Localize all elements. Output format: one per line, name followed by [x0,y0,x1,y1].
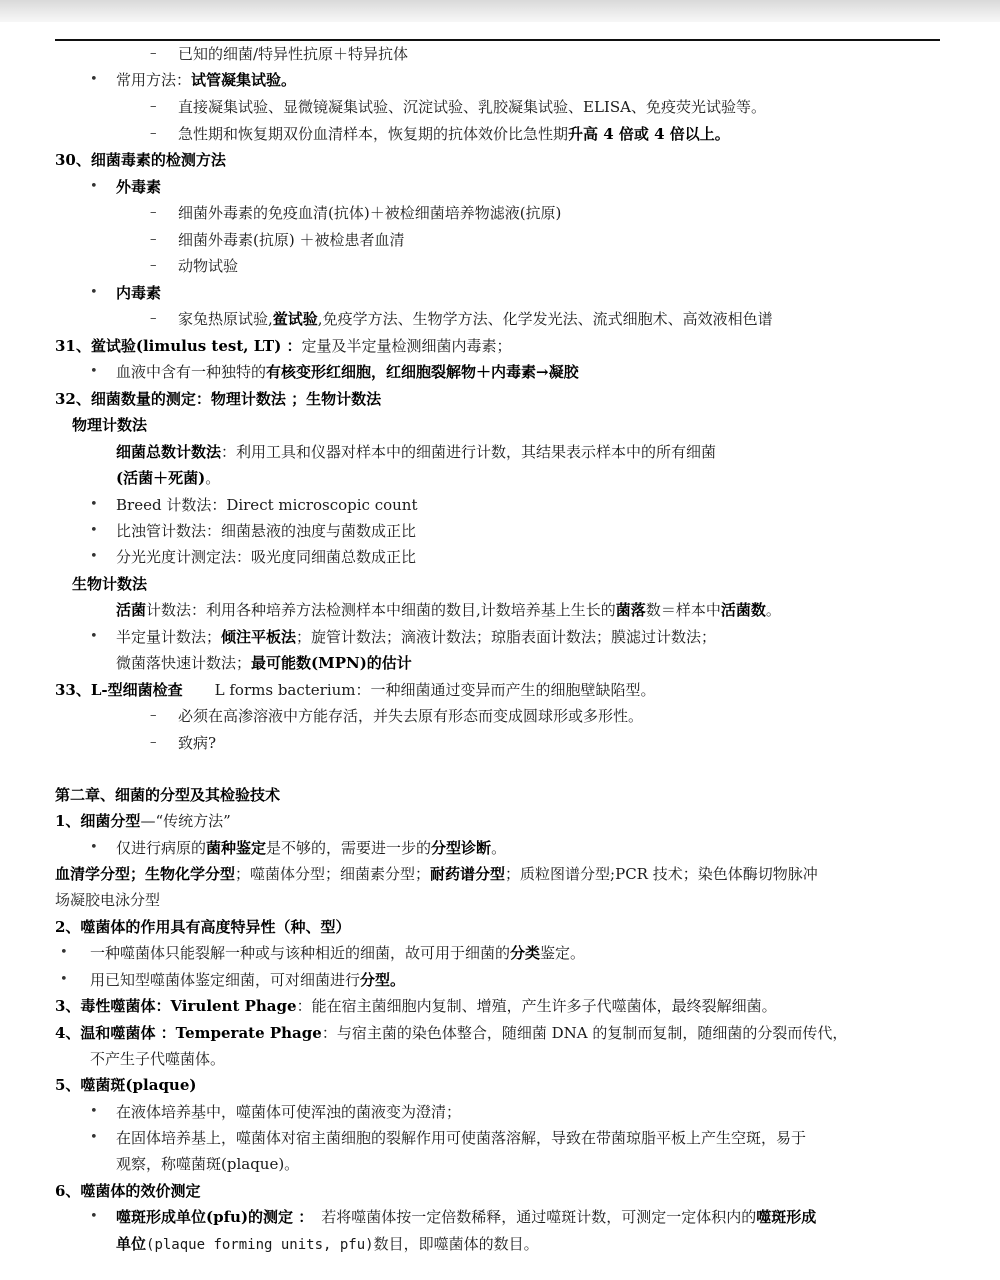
paragraph [0,441,1000,463]
text-run [55,863,818,885]
text-run: 鉴定。 [540,944,586,962]
section-heading [0,149,1000,171]
text-run: 已知的细菌/特异性抗原＋特异抗体 [178,45,409,63]
header-rule [55,39,940,41]
text-run: 倾注平板法 [221,628,297,646]
section-heading [0,1180,1000,1202]
text-run: 动物试验 [178,257,239,275]
text-run: ：能在宿主菌细胞内复制、增殖，产生许多子代噬菌体，最终裂解细菌。 [296,997,777,1015]
text-run: 必须在高渗溶液中方能存活，并失去原有形态而变成圆球形或多形性。 [178,707,644,725]
paragraph [0,1153,1000,1175]
text-run: 分光光度计测定法：吸光度同细菌总数成正比 [116,548,417,566]
bullet-icon: • [60,972,68,987]
paragraph [0,1048,1000,1070]
bullet-icon: • [90,1104,98,1119]
text-run: 分型诊断 [431,839,492,857]
text-run: 33、L-型细菌检查 [55,681,183,699]
list-item [0,1101,1000,1123]
text-run: 3、毒性噬菌体：Virulent Phage [55,997,297,1015]
list-item [0,123,1000,145]
dash-icon: – [150,126,157,141]
text-run [116,599,781,621]
top-edge-strip [0,0,1000,22]
bullet-icon: • [90,1130,98,1145]
text-run [116,652,412,674]
text-run: 菌种鉴定 [206,839,267,857]
text-run: 血液中含有一种独特的 [116,363,267,381]
text-run [116,361,579,383]
text-run: 不产生子代噬菌体。 [90,1050,226,1068]
text-run: L forms bacterium [214,681,356,699]
text-run: 分型。 [360,971,406,989]
text-run [55,810,231,832]
text-run: 外毒素 [116,178,162,196]
list-item [0,1206,1000,1228]
list-item [0,494,1000,516]
text-run: 4、温和噬菌体 ：Temperate Phage [55,1024,322,1042]
bullet-icon: • [90,629,98,644]
text-run: 数目，即噬菌体的数目。 [373,1235,539,1253]
text-run: 仅进行病原的 [116,839,207,857]
text-run [178,123,730,145]
list-item [0,229,1000,251]
subheading [0,414,1000,436]
dash-icon: – [150,311,157,326]
text-run: 活菌数 [720,601,766,619]
paragraph [0,863,1000,885]
text-run: 噬斑形成单位(pfu)的测定 ： [116,1208,314,1226]
text-run: 噬斑形成 [756,1208,817,1226]
bullet-icon: • [90,285,98,300]
section-heading [0,335,1000,357]
text-run: 菌落 [615,601,646,619]
list-item [0,176,1000,198]
bullet-icon: • [90,72,98,87]
text-run: 6、噬菌体的效价测定 [55,1182,201,1200]
list-item [0,308,1000,330]
text-run: 计数法：利用各种培养方法检测样本中细菌的数目,计数培养基上生长的 [146,601,616,619]
text-run: 1、细菌分型 [55,812,141,830]
bullet-icon: • [90,497,98,512]
text-run: 2、噬菌体的作用具有高度特异性（种、型） [55,918,351,936]
bullet-icon: • [90,364,98,379]
text-run: 半定量计数法； [116,628,222,646]
text-run: 活菌 [116,601,147,619]
text-run: 用已知型噬菌体鉴定细菌，可对细菌进行 [90,971,361,989]
section-heading [0,388,1000,410]
text-run: ,免疫学方法、生物学方法、化学发光法、流式细胞术、高效液相色谱 [317,310,773,328]
text-run: Breed 计数法：Direct microscopic count [116,496,418,514]
subheading [0,573,1000,595]
text-run: 。 [491,839,507,857]
text-run: (plaque forming units, pfu) [146,1237,374,1253]
list-item [0,969,1000,991]
text-run: 家兔热原试验, [178,310,273,328]
text-run: 致病? [178,734,217,752]
text-run [116,1206,816,1228]
text-run: 内毒素 [116,284,162,302]
text-run: 。 [205,469,221,487]
text-run: 是不够的，需要进一步的 [266,839,432,857]
bullet-icon: • [90,840,98,855]
text-run: 30、细菌毒素的检测方法 [55,151,226,169]
text-run: 细菌外毒素(抗原) ＋被检患者血清 [178,231,405,249]
text-run [178,308,773,330]
section-heading [0,810,1000,832]
list-item [0,520,1000,542]
dash-icon: – [150,708,157,723]
text-run: (活菌＋死菌) [116,469,206,487]
list-item [0,1127,1000,1149]
text-run: 一种噬菌体只能裂解一种或与该种相近的细菌，故可用于细菌的 [90,944,511,962]
dash-icon: – [150,46,157,61]
text-run: ：一种细菌通过变异而产生的细胞壁缺陷型。 [355,681,656,699]
text-run: ：与宿主菌的染色体整合，随细菌 DNA 的复制而复制，随细菌的分裂而传代， [321,1024,848,1042]
list-item [0,546,1000,568]
list-item [0,202,1000,224]
dash-icon: – [150,258,157,273]
text-run: 。 [765,601,781,619]
text-run [55,1022,847,1044]
text-run: 比浊管计数法：细菌悬液的浊度与菌数成正比 [116,522,417,540]
text-run: 试管凝集试验。 [191,71,297,89]
text-run: 升高 4 倍或 4 倍以上。 [568,125,730,143]
list-item [0,626,1000,648]
text-run: 鲎试验 [272,310,318,328]
list-item [0,69,1000,91]
section-heading [0,1022,1000,1044]
paragraph [0,467,1000,489]
text-run: 耐药谱分型 [430,865,506,883]
text-run: ；质粒图谱分型;PCR 技术；染色体酶切物脉冲 [505,865,818,883]
text-run [116,69,296,91]
text-run: 观察，称噬菌斑(plaque)。 [116,1155,300,1173]
text-run: 血清学分型；生物化学分型 [55,865,236,883]
list-item [0,942,1000,964]
dash-icon: – [150,205,157,220]
list-item [0,361,1000,383]
text-run: 生物计数法 [72,575,148,593]
paragraph [0,652,1000,674]
dash-icon: – [150,735,157,750]
dash-icon: – [150,232,157,247]
text-run: 物理计数法 [72,416,148,434]
text-run: 急性期和恢复期双份血清样本，恢复期的抗体效价比急性期 [178,125,569,143]
text-run [116,467,220,489]
text-run: —“传统方法” [140,812,231,830]
list-item [0,732,1000,754]
text-run: 细菌外毒素的免疫血清(抗体)＋被检细菌培养物滤液(抗原) [178,204,562,222]
section-heading [0,995,1000,1017]
paragraph [0,889,1000,911]
list-item [0,43,1000,65]
bullet-icon: • [90,549,98,564]
section-heading [0,679,1000,701]
list-item [0,282,1000,304]
bullet-icon: • [90,523,98,538]
text-run: 数＝样本中 [645,601,721,619]
text-run: 直接凝集试验、显微镜凝集试验、沉淀试验、乳胶凝集试验、ELISA、免疫荧光试验等。 [178,98,766,116]
list-item [0,705,1000,727]
text-run: 常用方法： [116,71,192,89]
text-run [116,441,716,463]
chapter-title [0,784,1000,806]
text-run: 微菌落快速计数法； [116,654,252,672]
text-run [116,626,716,648]
text-run [116,1233,539,1255]
text-run: 有核变形红细胞，红细胞裂解物＋内毒素→凝胶 [266,363,579,381]
text-run: 细菌总数计数法 [116,443,222,461]
list-item [0,255,1000,277]
dash-icon: – [150,99,157,114]
paragraph [0,1233,1000,1255]
paragraph [0,599,1000,621]
text-run [116,837,506,859]
text-run: 31、鲎试验(limulus test, LT) ： [55,337,302,355]
text-run: 32、细菌数量的测定：物理计数法 ；生物计数法 [55,390,382,408]
text-run: ；噬菌体分型；细菌素分型； [235,865,431,883]
text-run: 分类 [510,944,541,962]
text-run [55,679,656,701]
text-run: ；旋管计数法；滴液计数法；琼脂表面计数法；膜滤过计数法； [296,628,717,646]
text-run: 定量及半定量检测细菌内毒素； [301,337,512,355]
bullet-icon: • [90,1209,98,1224]
text-run: 5、噬菌斑(plaque) [55,1076,197,1094]
bullet-icon: • [90,179,98,194]
text-run: 单位 [116,1235,147,1253]
bullet-icon: • [60,945,68,960]
text-run: ：利用工具和仪器对样本中的细菌进行计数，其结果表示样本中的所有细菌 [221,443,717,461]
list-item [0,96,1000,118]
text-run: 场凝胶电泳分型 [55,891,161,909]
text-run: 若将噬菌体按一定倍数稀释，通过噬斑计数，可测定一定体积内的 [321,1208,757,1226]
section-heading [0,1074,1000,1096]
text-run: 在固体培养基上，噬菌体对宿主菌细胞的裂解作用可使菌落溶解，导致在带菌琼脂平板上产生空斑，易于 [116,1129,807,1147]
text-run [90,942,585,964]
text-run: 第二章、细菌的分型及其检验技术 [55,786,281,804]
text-run [90,969,405,991]
text-run: 最可能数(MPN)的估计 [251,654,412,672]
text-run: 在液体培养基中，噬菌体可使浑浊的菌液变为澄清； [116,1103,462,1121]
text-run [55,995,777,1017]
section-heading [0,916,1000,938]
text-run [55,335,512,357]
list-item [0,837,1000,859]
